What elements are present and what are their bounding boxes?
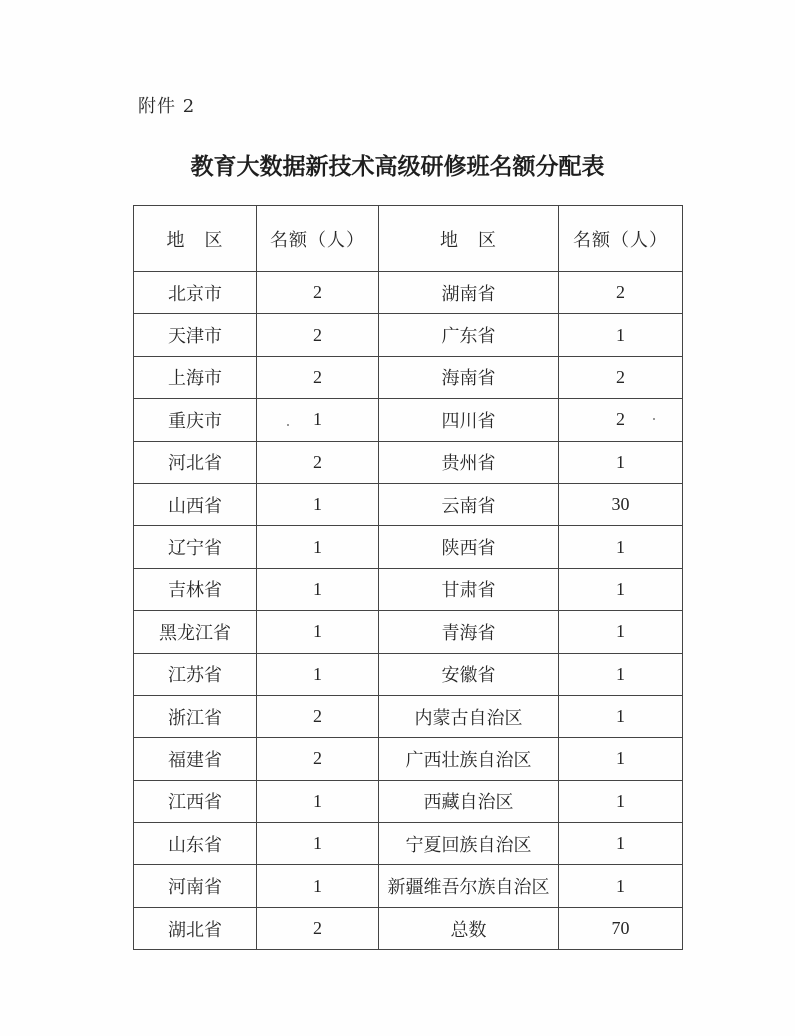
quota-cell: 1	[559, 695, 683, 737]
quota-cell: 1	[257, 865, 379, 907]
quota-cell: 2	[257, 441, 379, 483]
region-cell: 广东省	[379, 314, 559, 356]
region-cell: 海南省	[379, 356, 559, 398]
table-row	[134, 780, 683, 822]
quota-cell: 1	[559, 526, 683, 568]
region-cell: 天津市	[134, 314, 257, 356]
quota-cell: 1	[257, 611, 379, 653]
region-cell: 青海省	[379, 611, 559, 653]
region-cell: 西藏自治区	[379, 780, 559, 822]
quota-cell: 2	[257, 314, 379, 356]
table-row	[134, 356, 683, 398]
region-cell: 云南省	[379, 483, 559, 525]
region-cell: 四川省	[379, 399, 559, 441]
region-cell: 上海市	[134, 356, 257, 398]
quota-cell: 2	[559, 272, 683, 314]
region-cell: 宁夏回族自治区	[379, 823, 559, 865]
region-cell: 山东省	[134, 823, 257, 865]
region-cell: 福建省	[134, 738, 257, 780]
header-region-right: 地 区	[379, 206, 559, 272]
region-cell: 内蒙古自治区	[379, 695, 559, 737]
table-row	[134, 314, 683, 356]
region-cell: 吉林省	[134, 568, 257, 610]
quota-cell: 1	[559, 611, 683, 653]
quota-cell: 1	[559, 865, 683, 907]
region-cell: 江苏省	[134, 653, 257, 695]
region-cell: 广西壮族自治区	[379, 738, 559, 780]
region-cell: 浙江省	[134, 695, 257, 737]
table-row	[134, 653, 683, 695]
region-cell: 北京市	[134, 272, 257, 314]
quota-cell: 2	[257, 738, 379, 780]
quota-cell: 2	[257, 695, 379, 737]
quota-cell: 1	[257, 526, 379, 568]
region-cell: 山西省	[134, 483, 257, 525]
quota-cell: 2	[559, 399, 683, 441]
quota-cell: 1	[559, 738, 683, 780]
quota-cell: 1	[559, 568, 683, 610]
table-row	[134, 483, 683, 525]
quota-cell: 1	[559, 780, 683, 822]
quota-cell: 2	[559, 356, 683, 398]
region-cell: 总数	[379, 907, 559, 949]
region-cell: 湖北省	[134, 907, 257, 949]
quota-cell: 1	[257, 483, 379, 525]
quota-cell: 1	[559, 653, 683, 695]
table-row	[134, 399, 683, 441]
table-row	[134, 526, 683, 568]
quota-allocation-table	[133, 205, 683, 950]
page-title: 教育大数据新技术高级研修班名额分配表	[190, 153, 605, 180]
table-row	[134, 611, 683, 653]
quota-cell: 1	[257, 399, 379, 441]
region-cell: 黑龙江省	[134, 611, 257, 653]
region-cell: 贵州省	[379, 441, 559, 483]
quota-cell: 30	[559, 483, 683, 525]
table-row	[134, 907, 683, 949]
region-cell: 新疆维吾尔族自治区	[379, 865, 559, 907]
quota-cell: 2	[257, 907, 379, 949]
quota-cell: 1	[559, 314, 683, 356]
quota-cell: 1	[257, 653, 379, 695]
quota-cell: 70	[559, 907, 683, 949]
quota-cell: 1	[559, 823, 683, 865]
attachment-label: 附件 2	[138, 96, 196, 117]
scan-speck	[287, 424, 289, 426]
table-row	[134, 568, 683, 610]
scan-speck	[653, 418, 655, 420]
table-row	[134, 272, 683, 314]
region-cell: 重庆市	[134, 399, 257, 441]
header-region-left: 地 区	[134, 206, 257, 272]
region-cell: 江西省	[134, 780, 257, 822]
quota-cell: 1	[257, 823, 379, 865]
region-cell: 辽宁省	[134, 526, 257, 568]
region-cell: 河北省	[134, 441, 257, 483]
table-row	[134, 695, 683, 737]
table-header-row	[134, 206, 683, 272]
quota-cell: 2	[257, 356, 379, 398]
table-body	[134, 272, 683, 950]
quota-cell: 2	[257, 272, 379, 314]
region-cell: 陕西省	[379, 526, 559, 568]
table-row	[134, 738, 683, 780]
header-quota-left: 名额（人）	[257, 206, 379, 272]
header-quota-right: 名额（人）	[559, 206, 683, 272]
quota-cell: 1	[559, 441, 683, 483]
region-cell: 河南省	[134, 865, 257, 907]
region-cell: 安徽省	[379, 653, 559, 695]
quota-cell: 1	[257, 568, 379, 610]
region-cell: 湖南省	[379, 272, 559, 314]
table-row	[134, 865, 683, 907]
table-row	[134, 441, 683, 483]
region-cell: 甘肃省	[379, 568, 559, 610]
table-row	[134, 823, 683, 865]
quota-cell: 1	[257, 780, 379, 822]
